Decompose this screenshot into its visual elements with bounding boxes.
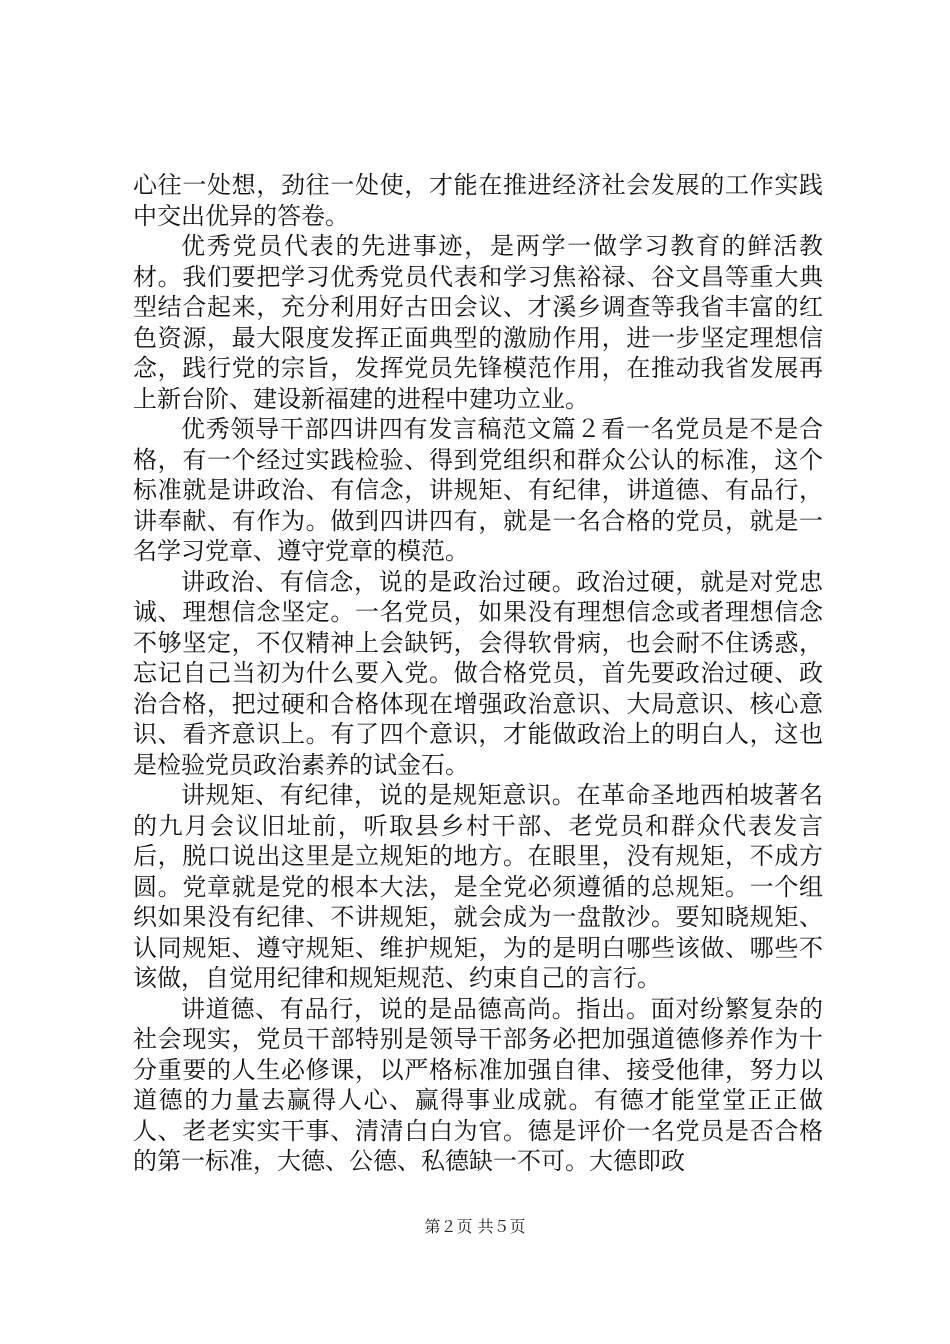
paragraph-continuation: 心往一处想，劲往一处使，才能在推进经济社会发展的工作实践中交出优异的答卷。 <box>133 171 823 230</box>
paragraph-rules-discipline: 讲规矩、有纪律，说的是规矩意识。在革命圣地西柏坡著名的九月会议旧址前，听取县乡村干部、老党员和群众代表发言后，脱口说出这里是立规矩的地方。在眼里，没有规矩，不成方圆。党章就是党的根本大法，是全党必须遵循的总规矩。一个组织如果没有纪律、不讲规矩，就会成为一盘散沙。要知晓规矩、认同规矩、遵守规矩、维护规矩，为的是明白哪些该做、哪些不该做，自觉用纪律和规矩规范、约束自己的言行。 <box>133 781 823 992</box>
paragraph-exemplary-members: 优秀党员代表的先进事迹，是两学一做学习教育的鲜活教材。我们要把学习优秀党员代表和学习焦裕禄、谷文昌等重大典型结合起来，充分利用好古田会议、才溪乡调查等我省丰富的红色资源，最大限度发挥正面典型的激励作用，进一步坚定理想信念，践行党的宗旨，发挥党员先锋模范作用，在推动我省发展再上新台阶、建设新福建的进程中建功立业。 <box>133 232 823 413</box>
document-body <box>133 170 823 1177</box>
paragraph-politics-belief: 讲政治、有信念，说的是政治过硬。政治过硬，就是对党忠诚、理想信念坚定。一名党员，如果没有理想信念或者理想信念不够坚定，不仅精神上会缺钙，会得软骨病，也会耐不住诱惑，忘记自己当初为什么要入党。做合格党员，首先要政治过硬、政治合格，把过硬和合格体现在增强政治意识、大局意识、核心意识、看齐意识上。有了四个意识，才能做政治上的明白人，这也是检验党员政治素养的试金石。 <box>133 567 823 779</box>
page-number-footer: 第２页 共５页 <box>424 1217 526 1236</box>
paragraph-morality-conduct: 讲道德、有品行，说的是品德高尚。指出。面对纷繁复杂的社会现实，党员干部特别是领导干部务必把加强道德修养作为十分重要的人生必修课，以严格标准加强自律、接受他律，努力以道德的力量去赢得人心、赢得事业成就。有德才能堂堂正正做人、老老实实干事、清清白白为官。德是评价一名党员是否合格的第一标准，大德、公德、私德缺一不可。大德即政 <box>133 994 823 1175</box>
paragraph-qualified-member-standard: 优秀领导干部四讲四有发言稿范文篇２看一名党员是不是合格，有一个经过实践检验、得到党组织和群众公认的标准，这个标准就是讲政治、有信念，讲规矩、有纪律，讲道德、有品行，讲奉献、有作为。做到四讲四有，就是一名合格的党员，就是一名学习党章、遵守党章的模范。 <box>133 415 823 565</box>
